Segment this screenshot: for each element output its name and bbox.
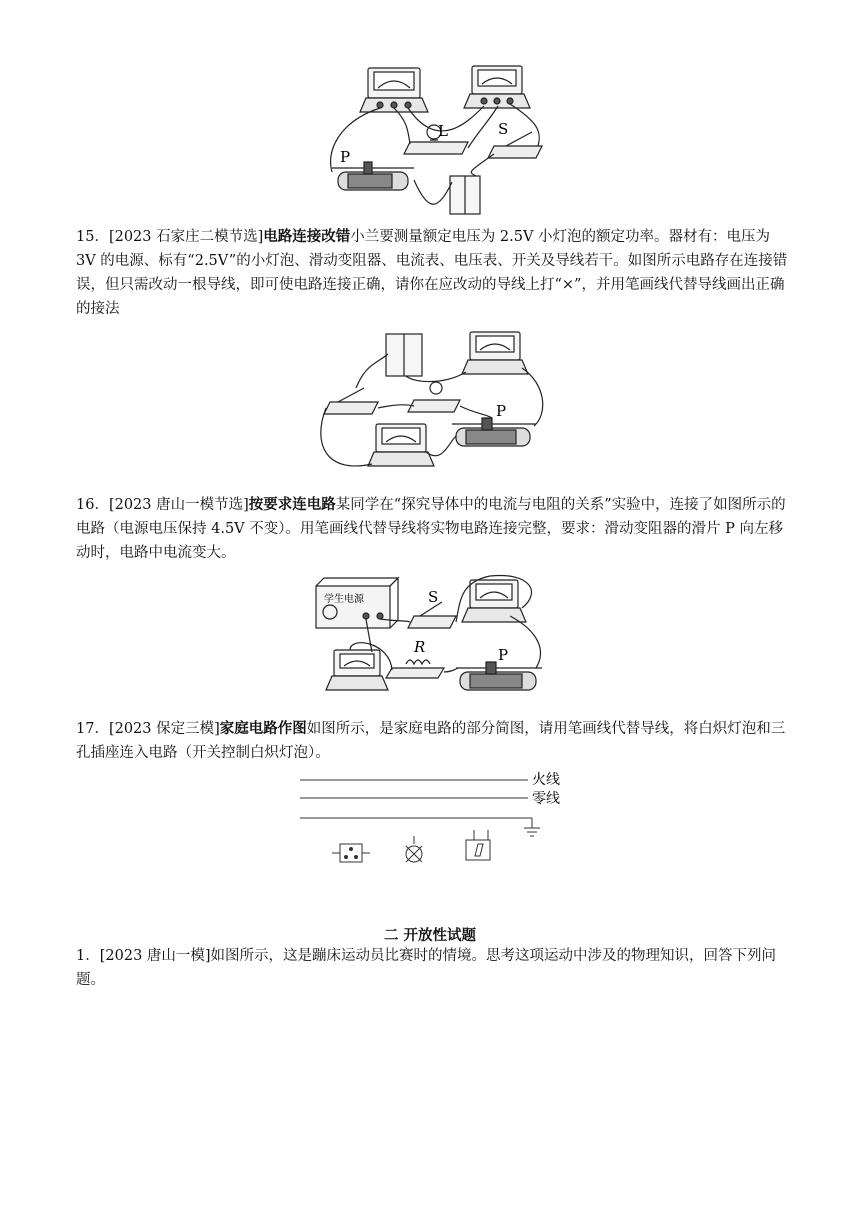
label-slider-p: P [498, 646, 509, 664]
rheostat-1 [332, 162, 414, 190]
rheostat-3 [456, 662, 542, 690]
voltmeter-2 [462, 332, 528, 374]
question-number: 15． [76, 229, 109, 245]
label-live-wire: 火线 [532, 772, 560, 788]
label-slider-p: P [340, 148, 351, 166]
open-question-1 [76, 944, 788, 992]
question-text: [2023 唐山一模]如图所示，这是蹦床运动员比赛时的情境。思考这项运动中涉及的物理知识，回答下列问题。 [76, 948, 777, 988]
ammeter-1 [360, 68, 428, 112]
question-text: 如图所示，是家庭电路的部分简图，请用笔画线代替导线，将白炽灯泡和三孔插座连入电路（开关控制白炽灯泡）。 [76, 721, 786, 761]
battery-1 [450, 176, 480, 214]
section-title: 二 开放性试题 [383, 928, 477, 944]
question-15 [76, 225, 788, 321]
question-text: 某同学在“探究导体中的电流与电阻的关系”实验中，连接了如图所示的电路（电源电压保持 4.5V 不变）。用笔画线代替导线将实物电路连接完整，要求：滑动变阻器的滑片 P 向左移动时，电路中电流变大。 [76, 497, 786, 561]
question-number: 1． [76, 948, 100, 964]
figure-circuit-3 [310, 572, 558, 702]
three-pin-socket [332, 844, 370, 862]
voltmeter-3 [462, 580, 526, 622]
figure-household-circuit [296, 770, 568, 866]
lamp-1 [404, 125, 468, 154]
label-switch-s: S [428, 588, 439, 606]
question-tag: 按要求连电路 [248, 497, 336, 513]
question-source: [2023 保定三模] [108, 721, 220, 737]
question-16 [76, 493, 788, 565]
question-number: 17． [76, 721, 109, 737]
power-supply-label: 学生电源 [324, 594, 364, 605]
question-tag: 家庭电路作图 [219, 721, 307, 737]
lamp-2 [408, 382, 460, 412]
label-lamp-l: L [438, 122, 448, 140]
question-number: 16． [76, 497, 109, 513]
voltmeter-1 [464, 66, 530, 108]
rheostat-2 [452, 418, 536, 446]
ground-symbol [524, 818, 540, 836]
switch-2 [324, 388, 378, 414]
ammeter-2 [368, 424, 434, 466]
question-tag: 电路连接改错 [263, 229, 351, 245]
resistor-r [386, 660, 444, 678]
battery-2 [386, 334, 422, 376]
label-switch-s: S [498, 120, 509, 138]
question-source: [2023 石家庄二模节选] [108, 229, 264, 245]
switch-1 [488, 132, 542, 158]
figure-circuit-1 [318, 62, 550, 220]
question-source: [2023 唐山一模节选] [108, 497, 249, 513]
label-resistor-r: R [414, 638, 426, 656]
ammeter-3 [326, 650, 388, 690]
wall-switch [466, 830, 490, 860]
label-neutral-wire: 零线 [532, 791, 560, 807]
question-text: 小兰要测量额定电压为 2.5V 小灯泡的额定功率。器材有：电压为 3V 的电源、标有“2.5V”的小灯泡、滑动变阻器、电流表、电压表、开关及导线若干。如图所示电路存在连接错误，但只需改动一根导线，即可使电路连接正确，请你在应改动的导线上打“×”，并用笔画线代替导线画出正确的接法 [76, 229, 788, 317]
question-17 [76, 717, 788, 765]
incandescent-bulb [406, 836, 422, 862]
figure-circuit-2 [316, 324, 552, 482]
label-slider-p: P [496, 402, 507, 420]
